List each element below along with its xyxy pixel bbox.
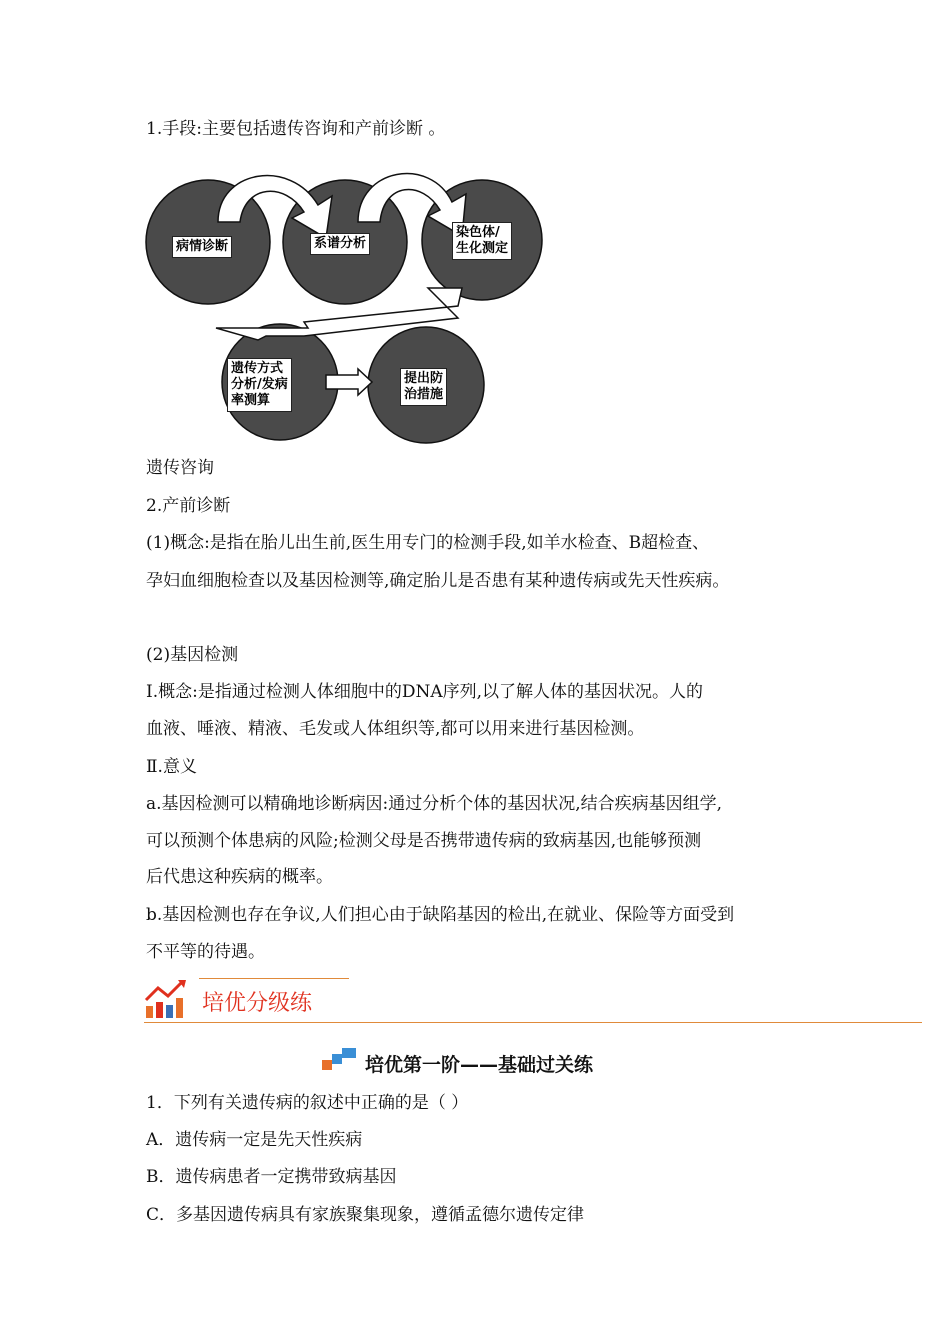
paragraph-line: 后代患这种疾病的概率。: [146, 867, 333, 887]
node-inheritance-analysis: [227, 358, 292, 412]
node-inheritance-line3: 率测算: [231, 393, 271, 408]
banner-divider: [144, 1022, 922, 1023]
node-prevention-line1: 提出防: [404, 371, 444, 386]
option-c: C．多基因遗传病具有家族聚集现象，遵循孟德尔遗传定律: [146, 1205, 585, 1225]
intro-line: 1.手段:主要包括遗传咨询和产前诊断 。: [146, 119, 446, 139]
heading-gene-testing: (2)基因检测: [146, 645, 239, 665]
node-inheritance-line1: 遗传方式: [231, 361, 284, 376]
node-chromosome-test: [452, 222, 512, 260]
option-b: B．遗传病患者一定携带致病基因: [146, 1167, 397, 1187]
stairs-icon: [320, 1046, 360, 1072]
node-chromosome-line2: 生化测定: [456, 241, 509, 256]
node-chromosome-line1: 染色体/: [456, 225, 500, 240]
banner-title: 培优分级练: [202, 991, 313, 1016]
node-prevention-measures: [400, 368, 447, 406]
heading-prenatal-diagnosis: 2.产前诊断: [146, 496, 231, 516]
paragraph-line: (1)概念:是指在胎儿出生前,医生用专门的检测手段,如羊水检查、B超检查、: [146, 533, 710, 553]
question-stem: 1．下列有关遗传病的叙述中正确的是（ ）: [146, 1093, 469, 1113]
section-title: 培优第一阶——基础过关练: [365, 1054, 594, 1076]
paragraph-line: a.基因检测可以精确地诊断病因:通过分析个体的基因状况,结合疾病基因组学,: [146, 794, 723, 814]
paragraph-line: Ⅰ.概念:是指通过检测人体细胞中的DNA序列,以了解人体的基因状况。人的: [146, 682, 704, 702]
node-prevention-line2: 治措施: [404, 387, 444, 402]
paragraph-line: 孕妇血细胞检查以及基因检测等,确定胎儿是否患有某种遗传病或先天性疾病。: [146, 571, 730, 591]
genetic-counseling-diagram: [140, 160, 560, 445]
diagram-graphic: [140, 160, 560, 445]
option-a: A．遗传病一定是先天性疾病: [146, 1130, 363, 1150]
node-condition-diagnosis: 病情诊断: [172, 236, 232, 258]
paragraph-line: 不平等的待遇。: [146, 942, 265, 962]
diagram-caption: 遗传咨询: [146, 458, 214, 478]
growth-chart-icon: [144, 978, 190, 1020]
practice-banner: [144, 978, 924, 1026]
node-pedigree-analysis: 系谱分析: [310, 233, 370, 255]
paragraph-line: 可以预测个体患病的风险;检测父母是否携带遗传病的致病基因,也能够预测: [146, 831, 702, 851]
paragraph-line: b.基因检测也存在争议,人们担心由于缺陷基因的检出,在就业、保险等方面受到: [146, 905, 735, 925]
heading-significance: Ⅱ.意义: [146, 757, 197, 777]
node-inheritance-line2: 分析/发病: [231, 377, 288, 392]
banner-top-rule: [199, 978, 349, 979]
paragraph-line: 血液、唾液、精液、毛发或人体组织等,都可以用来进行基因检测。: [146, 719, 645, 739]
